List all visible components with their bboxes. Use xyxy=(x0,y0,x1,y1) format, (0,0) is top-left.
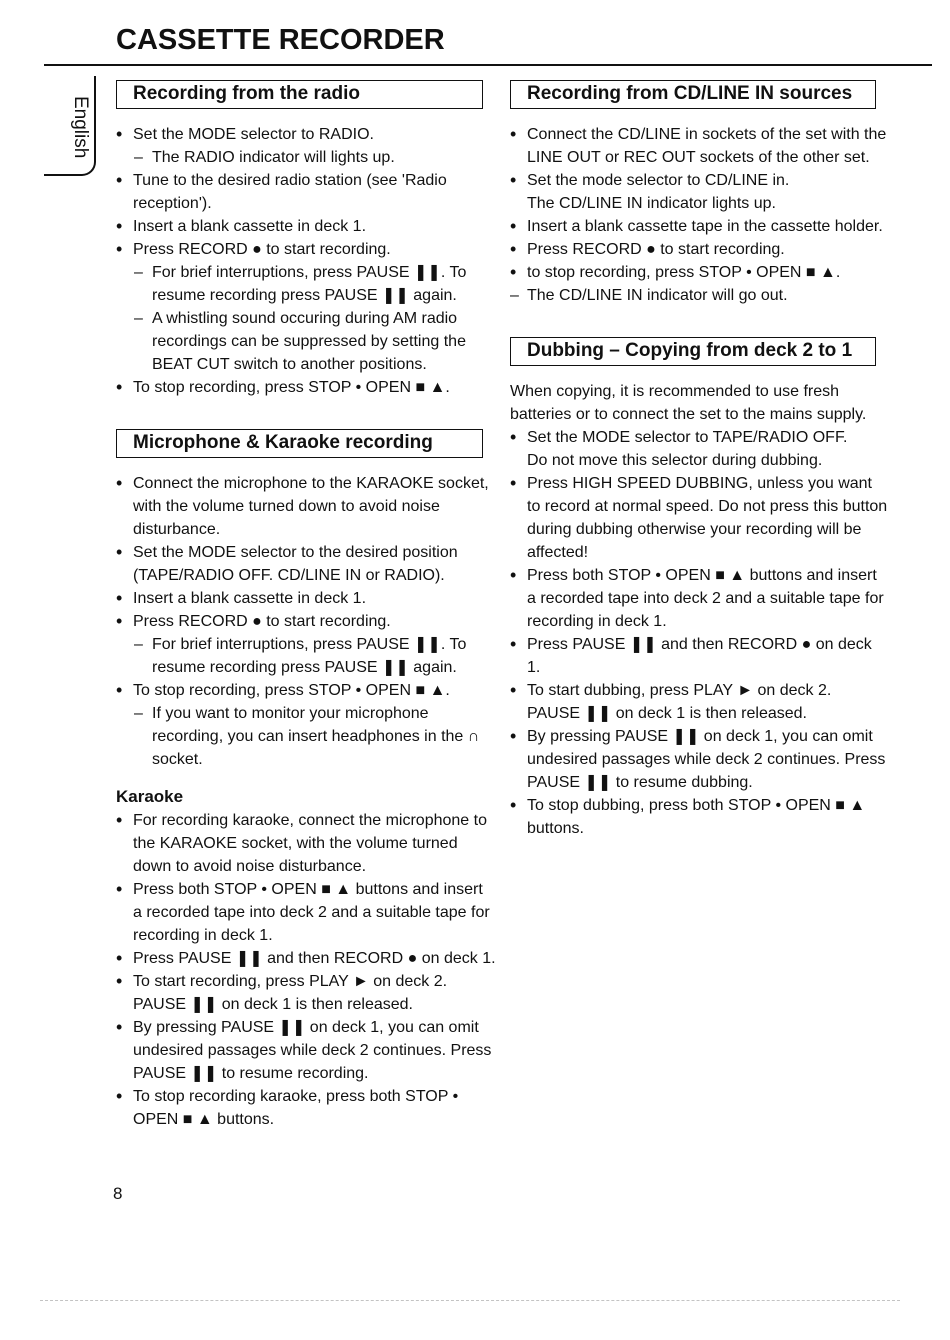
list-item: Do not move this selector during dubbing. xyxy=(527,452,823,469)
section-heading-microphone: Microphone & Karaoke recording xyxy=(116,429,483,458)
list-item: • To stop recording, press STOP • OPEN ■ ▲. xyxy=(116,376,496,399)
list-item: • Tune to the desired radio station (see 'Radio reception'). xyxy=(116,169,496,215)
list-item: • Press PAUSE ❚❚ and then RECORD ● on deck 1. xyxy=(510,633,888,679)
list-item: • Connect the CD/LINE in sockets of the set with the LINE OUT or REC OUT sockets of the other set. xyxy=(510,123,888,169)
radio-list xyxy=(116,123,496,399)
section-heading-cdline: Recording from CD/LINE IN sources xyxy=(510,80,876,109)
list-item: • Press RECORD ● to start recording. xyxy=(116,610,496,633)
scan-noise xyxy=(40,1300,900,1313)
section-heading-radio: Recording from the radio xyxy=(116,80,483,109)
microphone-list xyxy=(116,472,496,771)
list-item: – If you want to monitor your microphone recording, you can insert headphones in the ∩ socket. xyxy=(116,702,496,771)
list-item: – The RADIO indicator will lights up. xyxy=(116,146,496,169)
list-item: • To start recording, press PLAY ► on deck 2. PAUSE ❚❚ on deck 1 is then released. xyxy=(116,970,496,1016)
list-item: • Press both STOP • OPEN ■ ▲ buttons and insert a recorded tape into deck 2 and a suitable tape for recording in deck 1. xyxy=(116,878,496,947)
list-item: – The CD/LINE IN indicator will go out. xyxy=(510,284,888,307)
list-item: • Press RECORD ● to start recording. xyxy=(510,238,888,261)
karaoke-heading: Karaoke xyxy=(116,787,184,806)
cdline-list xyxy=(510,123,888,307)
page-number: 8 xyxy=(113,1184,123,1203)
list-item: • Insert a blank cassette tape in the cassette holder. xyxy=(510,215,888,238)
list-item: • Set the MODE selector to TAPE/RADIO OFF. xyxy=(510,426,888,449)
list-item: • To stop dubbing, press both STOP • OPEN ■ ▲ buttons. xyxy=(510,794,888,840)
language-tab-label: English xyxy=(70,96,91,159)
list-item: • To stop recording karaoke, press both STOP • OPEN ■ ▲ buttons. xyxy=(116,1085,496,1131)
list-item: • Press HIGH SPEED DUBBING, unless you want to record at normal speed. Do not press this button during dubbing otherwise your recording will be affected! xyxy=(510,472,888,564)
list-item: • Insert a blank cassette in deck 1. xyxy=(116,215,496,238)
karaoke-list xyxy=(116,809,496,1131)
list-item: • Set the MODE selector to the desired position (TAPE/RADIO OFF. CD/LINE IN or RADIO). xyxy=(116,541,496,587)
right-column xyxy=(510,80,888,840)
list-item: • For recording karaoke, connect the microphone to the KARAOKE socket, with the volume turned down to avoid noise disturbance. xyxy=(116,809,496,878)
list-item: • By pressing PAUSE ❚❚ on deck 1, you can omit undesired passages while deck 2 continues. Press PAUSE ❚❚ to resume dubbing. xyxy=(510,725,888,794)
list-item: • Insert a blank cassette in deck 1. xyxy=(116,587,496,610)
page-title: CASSETTE RECORDER xyxy=(116,24,445,56)
list-item: • Set the MODE selector to RADIO. xyxy=(116,123,496,146)
list-item: – A whistling sound occuring during AM radio recordings can be suppressed by setting the BEAT CUT switch to another positions. xyxy=(116,307,496,376)
left-column xyxy=(116,80,496,1131)
dubbing-list xyxy=(510,426,888,840)
list-item: • Press RECORD ● to start recording. xyxy=(116,238,496,261)
list-item: • By pressing PAUSE ❚❚ on deck 1, you can omit undesired passages while deck 2 continues. Press PAUSE ❚❚ to resume recording. xyxy=(116,1016,496,1085)
list-item: • To start dubbing, press PLAY ► on deck 2. PAUSE ❚❚ on deck 1 is then released. xyxy=(510,679,888,725)
list-item: • Press PAUSE ❚❚ and then RECORD ● on deck 1. xyxy=(116,947,496,970)
section-heading-dubbing: Dubbing – Copying from deck 2 to 1 xyxy=(510,337,876,366)
list-item: • Set the mode selector to CD/LINE in. xyxy=(510,169,888,192)
list-item: The CD/LINE IN indicator lights up. xyxy=(527,195,776,212)
language-tab xyxy=(44,76,96,176)
list-item: – For brief interruptions, press PAUSE ❚❚. To resume recording press PAUSE ❚❚ again. xyxy=(116,633,496,679)
list-item: • to stop recording, press STOP • OPEN ■ ▲. xyxy=(510,261,888,284)
dubbing-intro: When copying, it is recommended to use fresh batteries or to connect the set to the mains supply. xyxy=(510,383,867,423)
list-item: • Connect the microphone to the KARAOKE socket, with the volume turned down to avoid noise disturbance. xyxy=(116,472,496,541)
title-rule xyxy=(44,64,932,66)
list-item: – For brief interruptions, press PAUSE ❚❚. To resume recording press PAUSE ❚❚ again. xyxy=(116,261,496,307)
list-item: • To stop recording, press STOP • OPEN ■ ▲. xyxy=(116,679,496,702)
list-item: • Press both STOP • OPEN ■ ▲ buttons and insert a recorded tape into deck 2 and a suitable tape for recording in deck 1. xyxy=(510,564,888,633)
